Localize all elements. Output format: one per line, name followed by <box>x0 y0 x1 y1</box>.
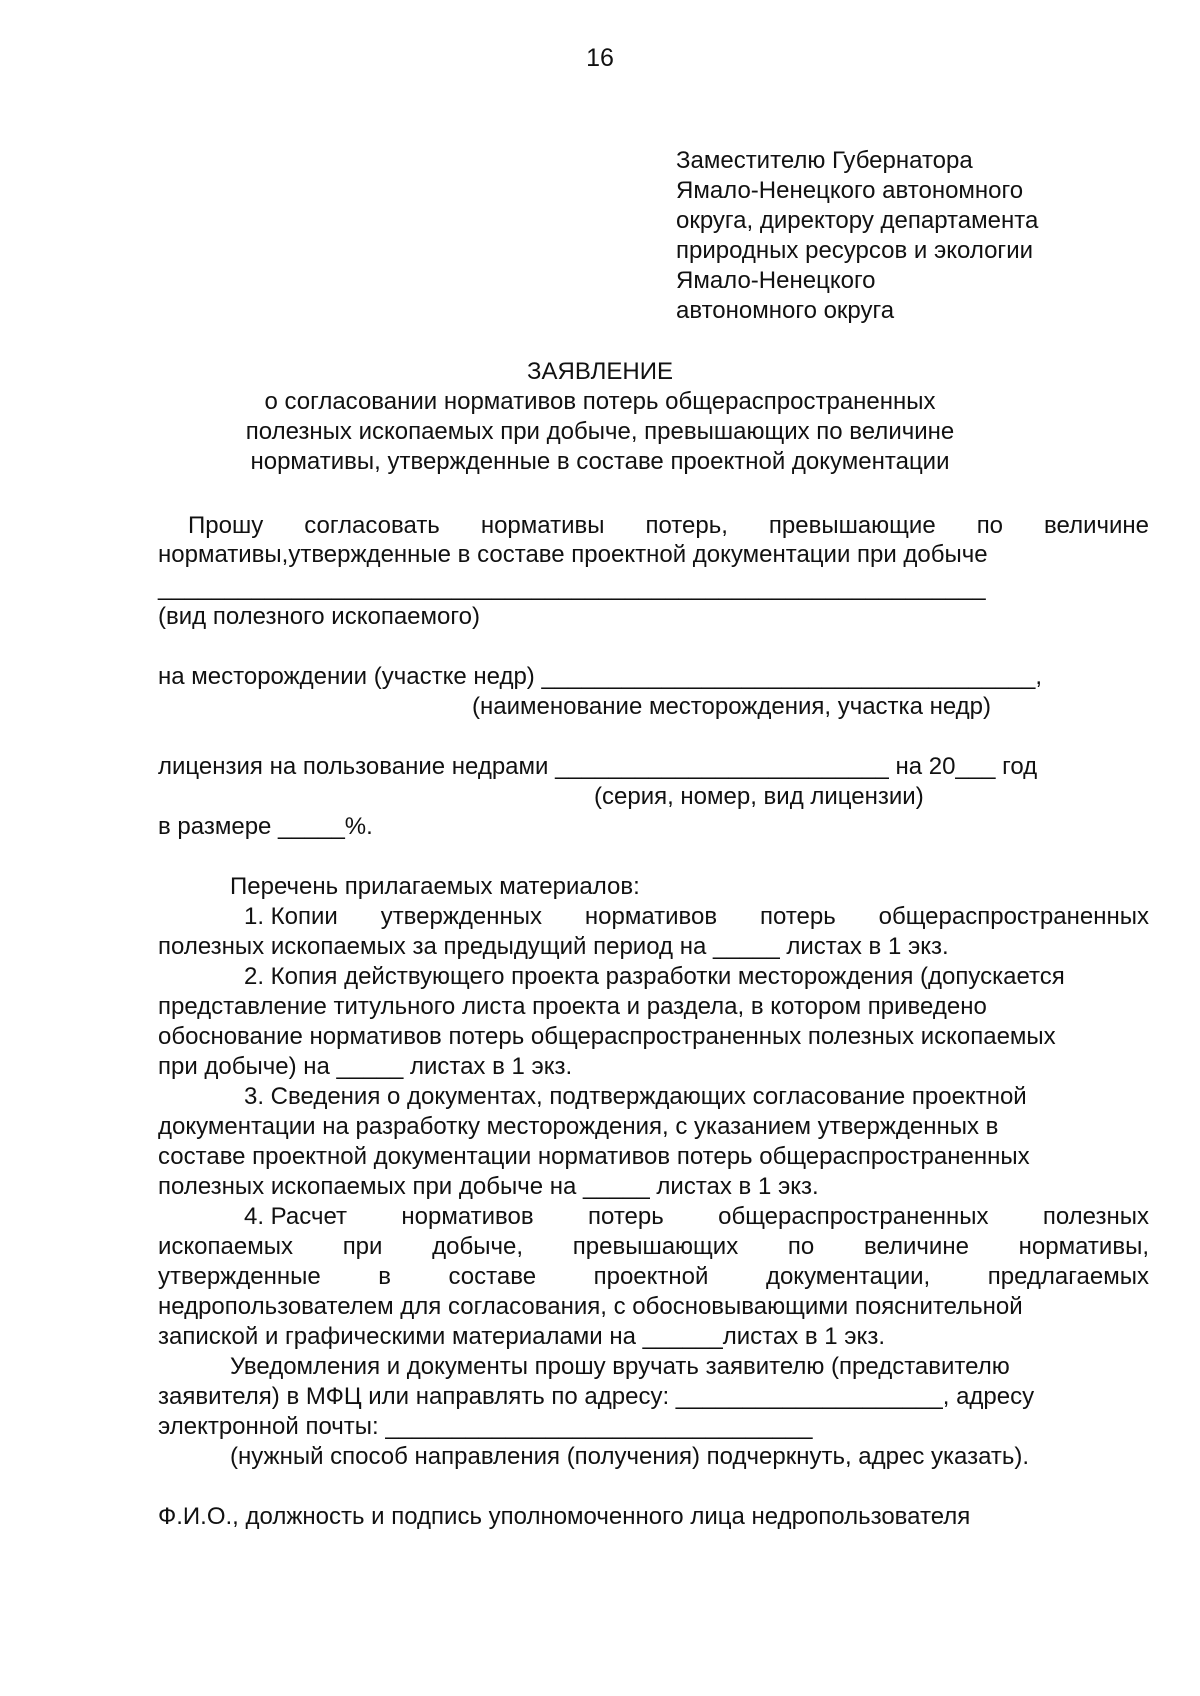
attachment-line: запиской и графическими материалами на ______листах в 1 экз. <box>158 1323 885 1350</box>
page-number: 16 <box>586 44 614 72</box>
word: по <box>976 512 1004 539</box>
mineral-blank: ______________________________________________________________ <box>158 574 986 601</box>
license-line: лицензия на пользование недрами _________________________ на 20___ год <box>158 753 1038 780</box>
attachment-line: при добыче) на _____ листах в 1 экз. <box>158 1053 573 1080</box>
addressee-line: природных ресурсов и экологии <box>676 237 1033 264</box>
document-subtitle: полезных ископаемых при добыче, превышающих по величине <box>245 418 955 445</box>
addressee-line: Ямало-Ненецкого <box>676 267 876 294</box>
signature-line: Ф.И.О., должность и подпись уполномоченного лица недропользователя <box>158 1503 971 1530</box>
word: документации, <box>765 1263 931 1290</box>
notice-line: электронной почты: ________________________________ <box>158 1413 813 1440</box>
word: утвержденных <box>380 903 543 930</box>
word: добыче, <box>432 1233 524 1260</box>
word: составе <box>448 1263 537 1290</box>
document-subtitle: о согласовании нормативов потерь общераспространенных <box>264 388 936 415</box>
attachment-line: представление титульного листа проекта и раздела, в котором приведено <box>158 993 987 1020</box>
word: утвержденные <box>158 1263 321 1290</box>
word: превышающие <box>768 512 936 539</box>
word: полезных <box>1042 1203 1149 1230</box>
document-subtitle: нормативы, утвержденные в составе проектной документации <box>250 448 950 475</box>
attachment-item-2: 2. Копия действующего проекта разработки месторождения (допускается <box>244 963 1065 990</box>
attachment-line: полезных ископаемых при добыче на _____ листах в 1 экз. <box>158 1173 819 1200</box>
mineral-hint: (вид полезного ископаемого) <box>158 603 480 630</box>
addressee-line: Заместителю Губернатора <box>676 147 973 174</box>
attachment-line: обоснование нормативов потерь общераспространенных полезных ископаемых <box>158 1023 1056 1050</box>
notice-line: Уведомления и документы прошу вручать заявителю (представителю <box>230 1353 1010 1380</box>
word: при <box>342 1233 383 1260</box>
request-line: нормативы,утвержденные в составе проектной документации при добыче <box>158 541 988 568</box>
word: нормативы <box>480 512 605 539</box>
attachment-line: составе проектной документации нормативов потерь общераспространенных <box>158 1143 1030 1170</box>
attachment-line <box>158 1263 1149 1291</box>
word: проектной <box>593 1263 709 1290</box>
word: нормативов <box>584 903 718 930</box>
attachment-line <box>158 1233 1149 1261</box>
attachment-line: недропользователем для согласования, с обосновывающими пояснительной <box>158 1293 1023 1320</box>
word: величине <box>863 1233 969 1260</box>
attachment-line: полезных ископаемых за предыдущий период на _____ листах в 1 экз. <box>158 933 949 960</box>
word: потерь, <box>645 512 728 539</box>
word: общераспространенных <box>718 1203 989 1230</box>
word: 1. Копии <box>244 903 338 930</box>
attachment-item-1 <box>244 903 1149 931</box>
field-line: на месторождении (участке недр) _____________________________________, <box>158 663 1042 690</box>
addressee-line: округа, директору департамента <box>676 207 1039 234</box>
word: потерь <box>588 1203 664 1230</box>
word: по <box>787 1233 815 1260</box>
word: согласовать <box>304 512 440 539</box>
word: нормативы, <box>1018 1233 1149 1260</box>
attachment-item-3: 3. Сведения о документах, подтверждающих согласование проектной <box>244 1083 1027 1110</box>
word: в <box>378 1263 391 1290</box>
field-hint: (наименование месторождения, участка недр) <box>472 693 991 720</box>
addressee-line: автономного округа <box>676 297 895 324</box>
word: ископаемых <box>158 1233 293 1260</box>
word: потерь <box>760 903 836 930</box>
attachments-heading: Перечень прилагаемых материалов: <box>230 873 640 900</box>
notice-hint: (нужный способ направления (получения) подчеркнуть, адрес указать). <box>230 1443 1030 1470</box>
document-title: ЗАЯВЛЕНИЕ <box>527 358 673 385</box>
word: предлагаемых <box>987 1263 1149 1290</box>
word: превышающих <box>572 1233 739 1260</box>
attachment-line: документации на разработку месторождения, с указанием утвержденных в <box>158 1113 999 1140</box>
notice-line: заявителя) в МФЦ или направлять по адресу: ____________________, адресу <box>158 1383 1035 1410</box>
attachment-item-4 <box>244 1203 1149 1231</box>
word: Прошу <box>188 512 264 539</box>
word: величине <box>1044 512 1149 539</box>
word: общераспространенных <box>878 903 1149 930</box>
license-hint: (серия, номер, вид лицензии) <box>594 783 924 810</box>
size-line: в размере _____%. <box>158 813 373 840</box>
word: 4. Расчет <box>244 1203 348 1230</box>
addressee-line: Ямало-Ненецкого автономного <box>676 177 1024 204</box>
word: нормативов <box>401 1203 534 1230</box>
request-line <box>158 512 1149 540</box>
